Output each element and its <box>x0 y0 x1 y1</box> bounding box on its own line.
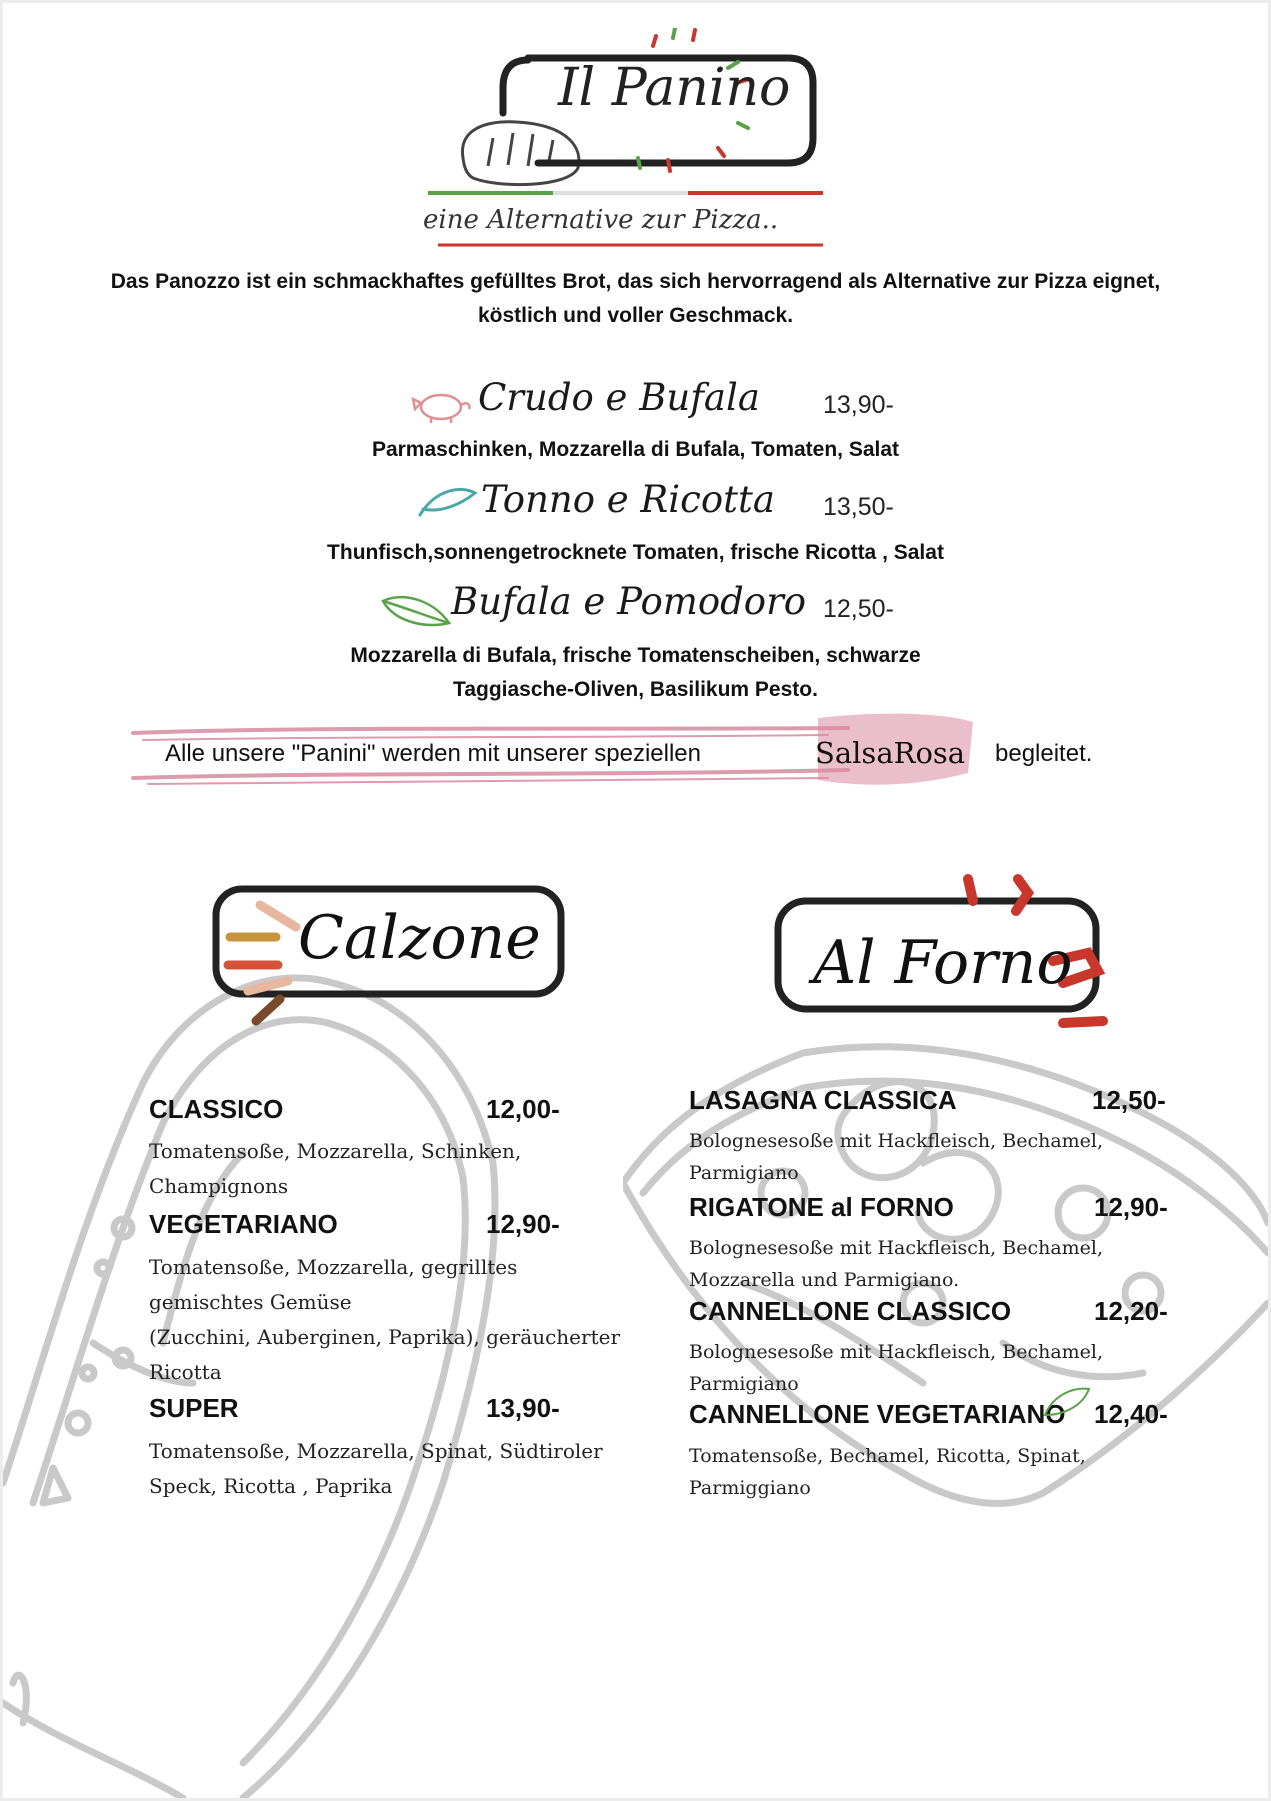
panino-desc-line: Mozzarella di Bufala, frische Tomatenscheiben, schwarze <box>350 644 921 667</box>
logo-title: Il Panino <box>558 58 791 118</box>
panino-name-tonno-e-ricotta: Tonno e Ricotta <box>481 478 775 521</box>
desc-line: Tomatensoße, Bechamel, Ricotta, Spinat, <box>689 1445 1086 1467</box>
forno-item-price: 12,40- <box>1094 1399 1168 1429</box>
calzone-item-name: VEGETARIANO <box>149 1209 338 1239</box>
forno-item-name: RIGATONE al FORNO <box>689 1192 954 1222</box>
desc-line: Parmiggiano <box>689 1477 811 1499</box>
panino-desc-line: Thunfisch,sonnengetrocknete Tomaten, frische Ricotta , Salat <box>327 541 944 564</box>
panino-name-crudo-e-bufala: Crudo e Bufala <box>478 376 760 419</box>
leaf-icon <box>379 591 453 631</box>
forno-title: Al Forno <box>813 928 1073 998</box>
calzone-title: Calzone <box>298 903 541 973</box>
calzone-item-name: SUPER <box>149 1393 239 1423</box>
calzone-item-price: 12,90- <box>486 1209 560 1239</box>
panino-desc-bufala-e-pomodoro <box>3 639 1268 707</box>
forno-item-name: CANNELLONE VEGETARIANO <box>689 1399 1066 1429</box>
panino-desc-line: Taggiasche-Oliven, Basilikum Pesto. <box>453 678 818 701</box>
desc-line: Tomatensoße, Mozzarella, gegrilltes <box>149 1255 518 1279</box>
calzone-item-price: 13,90- <box>486 1393 560 1423</box>
bread-icon <box>462 122 578 185</box>
salsa-text-after: begleitet. <box>995 740 1093 767</box>
logo-subtitle: eine Alternative zur Pizza.. <box>423 205 779 235</box>
desc-line: Parmigiano <box>689 1373 799 1395</box>
panino-desc-line: Parmaschinken, Mozzarella di Bufala, Tomaten, Salat <box>371 438 900 461</box>
panino-name-bufala-e-pomodoro: Bufala e Pomodoro <box>451 580 807 623</box>
calzone-item-desc <box>149 1134 629 1204</box>
desc-line: Tomatensoße, Mozzarella, Schinken, <box>149 1139 522 1163</box>
desc-line: Bolognesesoße mit Hackfleisch, Bechamel, <box>689 1237 1104 1259</box>
desc-line: Speck, Ricotta , Paprika <box>149 1474 393 1498</box>
calzone-item-desc <box>149 1434 649 1504</box>
forno-item-name: LASAGNA CLASSICA <box>689 1085 957 1115</box>
leaf-icon <box>1043 1385 1091 1419</box>
panino-price-bufala-e-pomodoro: 12,50- <box>823 595 894 623</box>
intro-text <box>43 265 1228 333</box>
pig-icon <box>411 387 473 423</box>
panino-desc-crudo-e-bufala <box>3 433 1268 467</box>
forno-item-desc <box>689 1232 1129 1296</box>
panino-price-crudo-e-bufala: 13,90- <box>823 391 894 419</box>
forno-item-price: 12,50- <box>1092 1085 1166 1115</box>
forno-item-price: 12,90- <box>1094 1192 1168 1222</box>
panino-desc-tonno-e-ricotta <box>3 536 1268 570</box>
desc-line: (Zucchini, Auberginen, Paprika), geräucherter <box>149 1325 621 1349</box>
forno-item-price: 12,20- <box>1094 1296 1168 1326</box>
fish-icon <box>415 485 477 521</box>
desc-line: Parmigiano <box>689 1162 799 1184</box>
desc-line: Tomatensoße, Mozzarella, Spinat, Südtiroler <box>149 1439 603 1463</box>
desc-line: Champignons <box>149 1174 289 1198</box>
forno-item-name: CANNELLONE CLASSICO <box>689 1296 1012 1326</box>
desc-line: Ricotta <box>149 1360 222 1384</box>
salsa-highlight: SalsaRosa <box>815 736 966 770</box>
forno-item-desc <box>689 1125 1129 1189</box>
calzone-item-price: 12,00- <box>486 1094 560 1124</box>
intro-line-2: köstlich und voller Geschmack. <box>477 304 794 327</box>
desc-line: Mozzarella und Parmigiano. <box>689 1269 960 1291</box>
desc-line: Bolognesesoße mit Hackfleisch, Bechamel, <box>689 1341 1104 1363</box>
calzone-item-desc <box>149 1250 629 1390</box>
calzone-item-name: CLASSICO <box>149 1094 284 1124</box>
menu-page <box>3 3 1268 1798</box>
salsa-text-before: Alle unsere "Panini" werden mit unserer speziellen <box>165 740 701 767</box>
intro-line-1: Das Panozzo ist ein schmackhaftes gefülltes Brot, das sich hervorragend als Alternative zur Pizza eignet, <box>110 270 1161 293</box>
desc-line: Bolognesesoße mit Hackfleisch, Bechamel, <box>689 1130 1104 1152</box>
panino-price-tonno-e-ricotta: 13,50- <box>823 493 894 521</box>
desc-line: gemischtes Gemüse <box>149 1290 352 1314</box>
forno-item-desc <box>689 1440 1129 1504</box>
